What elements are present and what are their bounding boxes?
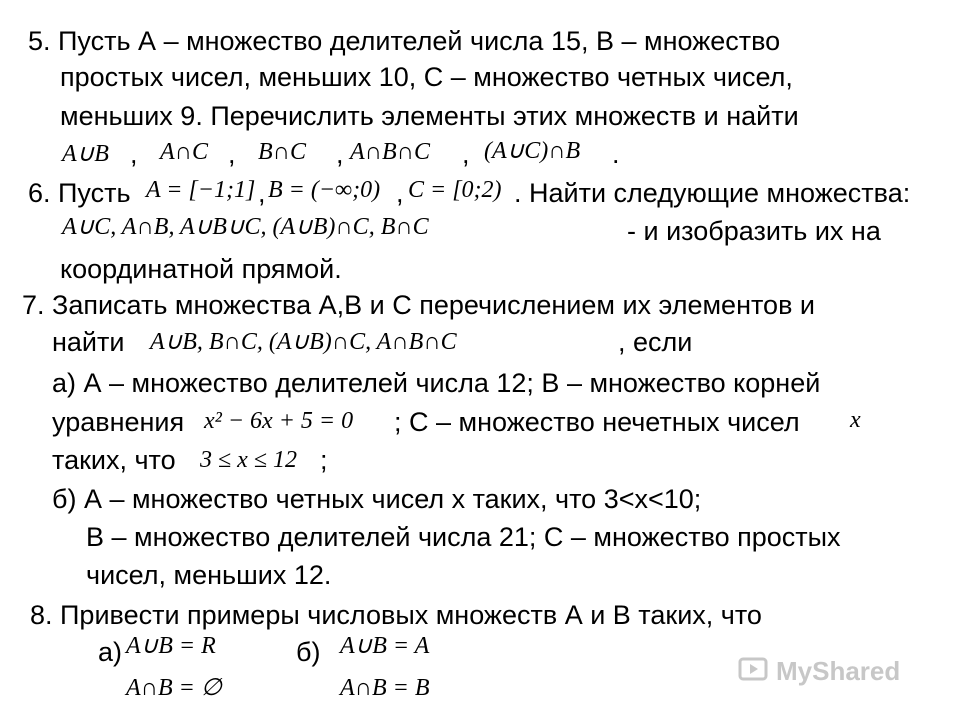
p8-a-intersection: A∩B = ∅ <box>126 675 222 701</box>
p7-such-that: таких, что <box>52 445 176 475</box>
p7-line1: 7. Записать множества А,В и С перечислением их элементов и <box>22 290 815 320</box>
p5-line2: простых чисел, меньших 10, С – множество четных чисел, <box>60 62 793 92</box>
p5-line3: меньших 9. Перечислить элементы этих множеств и найти <box>60 101 799 131</box>
p7-inequality: 3 ≤ x ≤ 12 <box>200 447 297 473</box>
p7-b-line1: б) А – множество четных чисел х таких, что 3<х<10; <box>52 484 702 514</box>
p8-a-union: A∪B = R <box>126 633 216 659</box>
p8-b-intersection: A∩B = B <box>340 675 430 701</box>
p5-line1: 5. Пусть А – множество делителей числа 15, В – множество <box>28 26 781 56</box>
p7-b-line2: В – множество делителей числа 21; С – множество простых <box>86 522 841 552</box>
p8-label-b: б) <box>296 637 321 667</box>
p5-formula-5: (A∪C)∩B <box>484 138 581 164</box>
p6-sep-2: , <box>396 178 404 208</box>
p7-a-line1: а) А – множество делителей числа 12; В – множество корней <box>52 368 821 398</box>
p5-formula-2: A∩C <box>160 139 208 165</box>
p7-eq-label: уравнения <box>52 407 185 437</box>
p5-sep-4: , <box>462 139 470 169</box>
p5-formula-4: A∩B∩C <box>350 139 430 165</box>
p7-b-line3: чисел, меньших 12. <box>86 560 332 590</box>
p5-sep-1: , <box>130 139 138 169</box>
p5-sep-3: , <box>336 139 344 169</box>
p7-find: найти <box>52 327 125 357</box>
p6-task: . Найти следующие множества: <box>514 178 911 208</box>
p5-sep-2: , <box>228 139 236 169</box>
logo-icon <box>738 654 768 689</box>
p7-formula-list: A∪B, B∩C, (A∪B)∩C, A∩B∩C <box>150 329 457 355</box>
p6-set-c: C = [0;2) <box>408 177 502 203</box>
p5-formula-1: A∪B <box>62 141 109 167</box>
p7-a-line2-tail: ; С – множество нечетных чисел <box>394 407 800 437</box>
p8-label-a: а) <box>98 637 123 667</box>
p8-line1: 8. Привести примеры числовых множеств А и В таких, что <box>30 600 762 630</box>
p6-set-a: A = [−1;1] <box>146 177 256 203</box>
p7-semicolon: ; <box>320 445 328 475</box>
p7-if: , если <box>618 327 693 357</box>
p6-line2-tail: - и изобразить их на <box>627 216 881 246</box>
p8-b-union: A∪B = A <box>340 633 430 659</box>
p7-var-x: x <box>850 407 861 433</box>
p6-formula-list: A∪C, A∩B, A∪B∪C, (A∪B)∩C, B∩C <box>62 214 429 240</box>
watermark <box>738 654 900 689</box>
p6-sep-1: , <box>258 178 266 208</box>
p6-set-b: B = (−∞;0) <box>268 177 381 203</box>
p6-start: 6. Пусть <box>28 178 131 208</box>
watermark-text: MyShared <box>776 656 901 686</box>
p7-equation: x² − 6x + 5 = 0 <box>204 408 354 434</box>
p6-line3: координатной прямой. <box>60 254 342 284</box>
p5-formula-3: B∩C <box>258 139 306 165</box>
p5-sep-5: . <box>612 139 620 169</box>
